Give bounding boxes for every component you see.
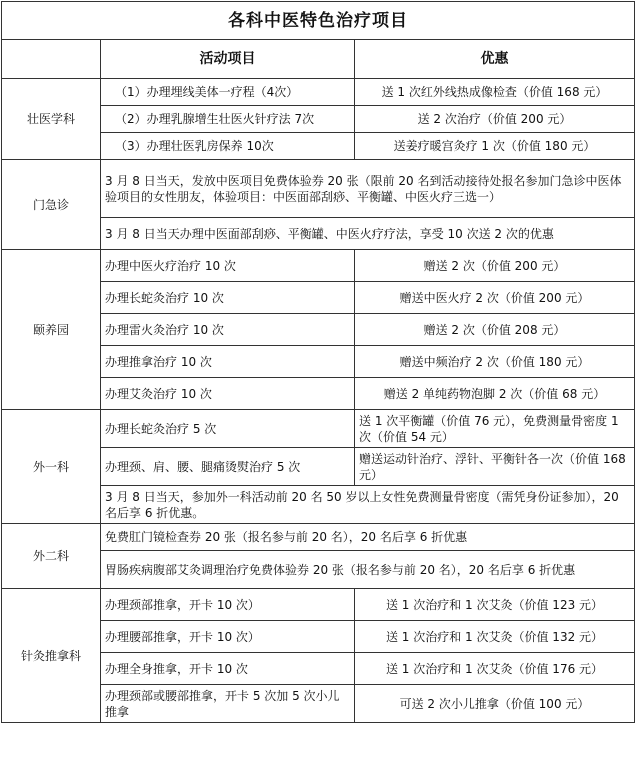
offer-cell: 送 1 次红外线热成像检查（价值 168 元） [355, 79, 635, 106]
activity-cell: （3）办理壮医乳房保养 10次 [101, 133, 355, 160]
offer-cell: 可送 2 次小儿推拿（价值 100 元） [355, 685, 635, 723]
offer-cell: 赠送 2 次（价值 200 元） [355, 250, 635, 282]
activity-cell: 办理长蛇灸治疗 10 次 [101, 282, 355, 314]
activity-cell: 办理中医火疗治疗 10 次 [101, 250, 355, 282]
offer-cell: 赠送 2 单纯药物泡脚 2 次（价值 68 元） [355, 378, 635, 410]
offer-cell: 送 1 次平衡罐（价值 76 元），免费测量骨密度 1 次（价值 54 元） [355, 410, 635, 448]
dept-acupuncture-massage: 针灸推拿科 [2, 589, 101, 723]
activity-cell: 办理腰部推拿，开卡 10 次） [101, 621, 355, 653]
activity-cell: （1）办理埋线美体一疗程（4次） [101, 79, 355, 106]
dept-yiyangyuan: 颐养园 [2, 250, 101, 410]
offer-cell: 赠送 2 次（价值 208 元） [355, 314, 635, 346]
activity-cell: 办理长蛇灸治疗 5 次 [101, 410, 355, 448]
activity-cell: 办理推拿治疗 10 次 [101, 346, 355, 378]
dept-emergency: 门急诊 [2, 160, 101, 250]
activity-cell: 办理全身推拿，开卡 10 次 [101, 653, 355, 685]
offer-cell: 送 1 次治疗和 1 次艾灸（价值 132 元） [355, 621, 635, 653]
offer-cell: 送 2 次治疗（价值 200 元） [355, 106, 635, 133]
activity-cell: 办理颈部或腰部推拿，开卡 5 次加 5 次小儿推拿 [101, 685, 355, 723]
offer-cell: 送 1 次治疗和 1 次艾灸（价值 123 元） [355, 589, 635, 621]
note-cell: 3 月 8 日当天，发放中医项目免费体验券 20 张（限前 20 名到活动接待处报名参加门急诊中医体验项目的女性朋友，体验项目：中医面部刮痧、平衡罐、中医火疗三选一） [101, 160, 635, 218]
activity-cell: 办理颈、肩、腰、腿痛烫熨治疗 5 次 [101, 448, 355, 486]
offer-cell: 赠送中医火疗 2 次（价值 200 元） [355, 282, 635, 314]
note-cell: 胃肠疾病腹部艾灸调理治疗免费体验券 20 张（报名参与前 20 名），20 名后享 6 折优惠 [101, 551, 635, 589]
activity-cell: 办理雷火灸治疗 10 次 [101, 314, 355, 346]
column-header-activity: 活动项目 [101, 40, 355, 79]
note-cell: 3 月 8 日当天，参加外一科活动前 20 名 50 岁以上女性免费测量骨密度（需凭身份证参加），20 名后享 6 折优惠。 [101, 486, 635, 524]
note-cell: 免费肛门镜检查券 20 张（报名参与前 20 名），20 名后享 6 折优惠 [101, 524, 635, 551]
dept-zhuang-medicine: 壮医学科 [2, 79, 101, 160]
column-header-offer: 优惠 [355, 40, 635, 79]
activity-cell: 办理颈部推拿，开卡 10 次） [101, 589, 355, 621]
offer-cell: 送姜疗暖宫灸疗 1 次（价值 180 元） [355, 133, 635, 160]
treatment-table [1, 1, 635, 723]
offer-cell: 赠送运动针治疗、浮针、平衡针各一次（价值 168 元） [355, 448, 635, 486]
header-empty-cell [2, 40, 101, 79]
offer-cell: 送 1 次治疗和 1 次艾灸（价值 176 元） [355, 653, 635, 685]
dept-surgery-one: 外一科 [2, 410, 101, 524]
dept-surgery-two: 外二科 [2, 524, 101, 589]
activity-cell: （2）办理乳腺增生壮医火针疗法 7次 [101, 106, 355, 133]
offer-cell: 赠送中频治疗 2 次（价值 180 元） [355, 346, 635, 378]
note-cell: 3 月 8 日当天办理中医面部刮痧、平衡罐、中医火疗疗法，享受 10 次送 2 次的优惠 [101, 218, 635, 250]
activity-cell: 办理艾灸治疗 10 次 [101, 378, 355, 410]
page-title: 各科中医特色治疗项目 [2, 2, 635, 40]
